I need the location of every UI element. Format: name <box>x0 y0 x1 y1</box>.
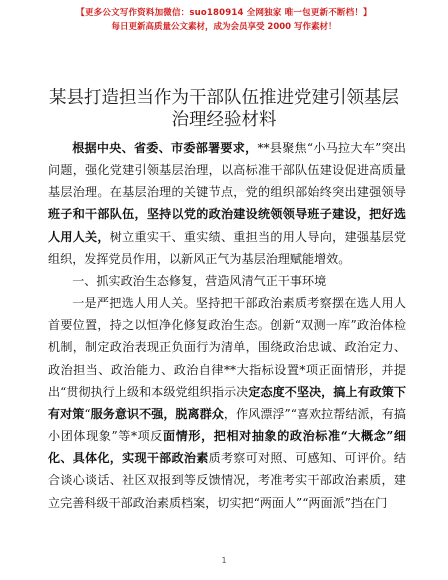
page-number: 1 <box>221 556 227 565</box>
section-paragraph <box>48 292 406 514</box>
document-body <box>48 137 406 514</box>
intro-bold-text-2: 班子和干部队伍，坚持以党的政治建设统领领导班子建设，把好选人用人关， <box>48 207 406 244</box>
section-text-4: 质考察可对照、可感知、可评价。结合谈心谈话、社区双报到等反馈情况，考准考实干部政治素质，建立完善科级干部政治素质档案，切实把“两面人”“两面派”挡在门 <box>48 451 406 510</box>
banner-line-1: 【更多公文写作资料加微信：suo180914 全网独家 唯一包更新不断档！】 <box>76 8 372 18</box>
section-bold-2: 服务意识不强，脱离群众 <box>90 406 224 421</box>
document-title-line-2: 治理经验材料 <box>171 110 277 130</box>
document-title-line-1: 某县打造担当作为干部队伍推进党建引领基层 <box>49 88 399 108</box>
intro-text-1: **县聚焦“小马拉大车”突出问题，强化党建引领基层治理，以高标准干部队伍建设促进高质量基层治理。在基层治理的关键节点，党的组织部始终突出建强领导 <box>48 141 406 200</box>
section-heading: 一、抓实政治生态修复，营造风清气正干事环境 <box>72 273 327 288</box>
section-text-3: ，作风漂浮”“喜欢拉帮结派，有搞小团体现象”等*项反 <box>48 406 406 444</box>
section-text-2: “ <box>84 406 91 421</box>
intro-text-2: 树立重实干、重实绩、重担当的用人导向，建强基层党组织，发挥党员作用，以新风正气为基层治理赋能增效。 <box>48 229 406 266</box>
banner-line-2: 每日更新高质量公文素材，成为会员享受 2000 写作素材！ <box>111 22 337 32</box>
intro-paragraph <box>48 137 406 270</box>
section-text-1: 一是严把选人用人关。坚持把干部政治素质考察摆在选人用人首要位置，持之以恒净化修复政治生态。创新“双测一库”政治体检机制，制定政治表现正负面行为清单，围绕政治忠诚、政治定力、政治担当、政治能力、政治自律**大指标设置*项正面情形，并提出“贯彻执行上级和本级党组织指示决 <box>48 296 406 399</box>
section-bold-1: 定态度不坚决，搞上有政策下有对策 <box>48 384 406 421</box>
header-banner <box>0 0 448 44</box>
intro-bold-text: 根据中央、省委、市委部署要求， <box>72 141 258 155</box>
section-bold-3: 面情形，把相对抽象的政治标准“大概念”细化、具体化，实现干部政治素 <box>48 429 406 466</box>
